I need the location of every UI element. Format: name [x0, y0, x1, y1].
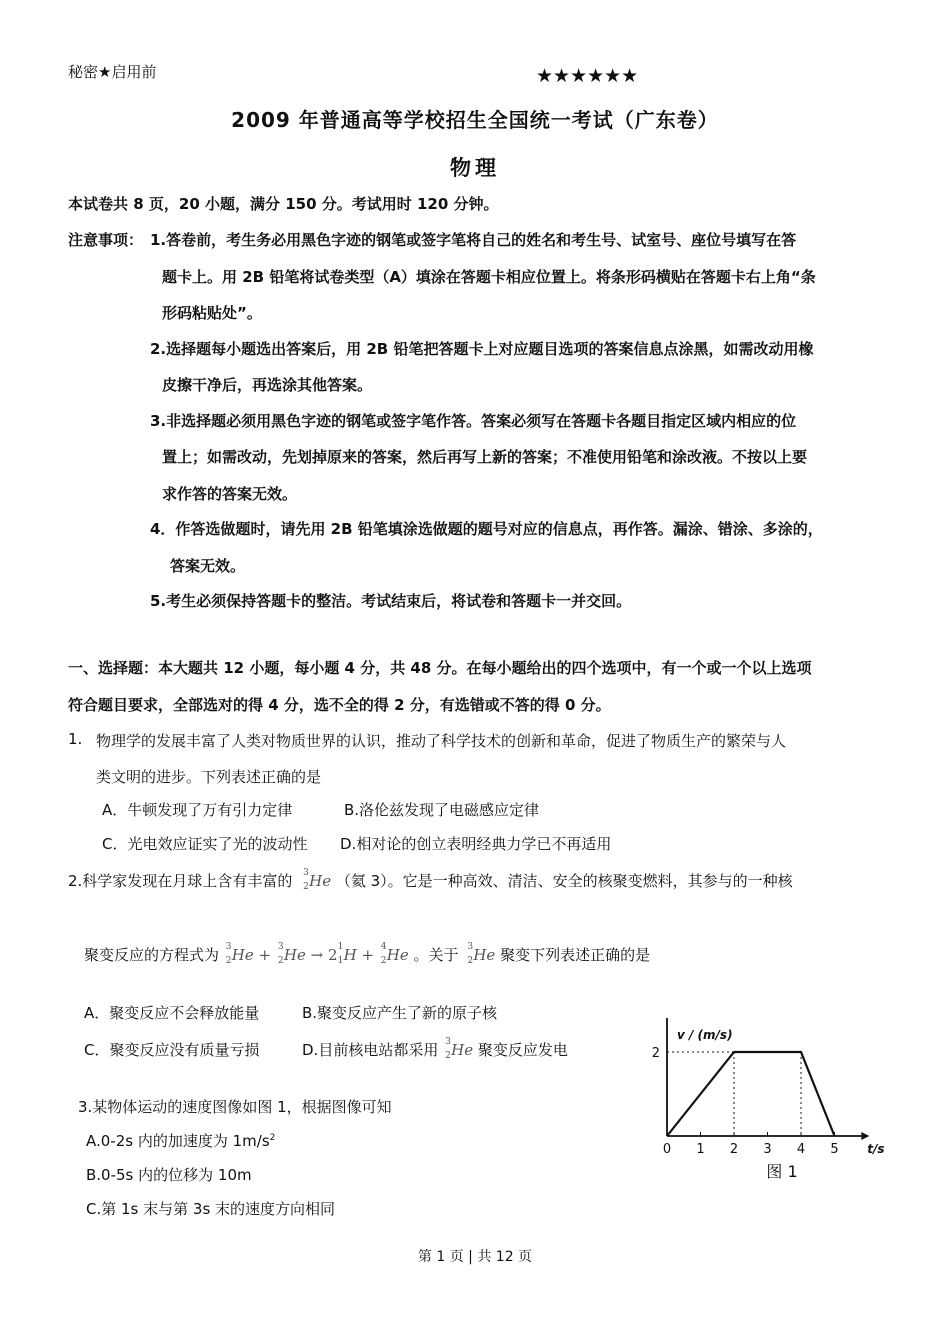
section-1-line-2: 符合题目要求，全部选对的得 4 分，选不全的得 2 分，有选错或不答的得 0 分。	[68, 696, 611, 714]
x-tick-label: 0	[662, 1142, 672, 1157]
note-2-line-1: 2.选择题每小题选出答案后，用 2B 铅笔把答题卡上对应题目选项的答案信息点涂黑，如需改动用橡	[150, 340, 814, 358]
q3-option-c: C.第 1s 末与第 3s 末的速度方向相同	[86, 1200, 336, 1218]
q3-option-b: B.0-5s 内的位移为 10m	[86, 1166, 252, 1184]
notes-label: 注意事项：	[68, 231, 144, 249]
section-1-line-1: 一、选择题：本大题共 12 小题，每小题 4 分，共 48 分。在每小题给出的四个选项中，有一个或一个以上选项	[68, 659, 812, 677]
q2-stem-line-2	[84, 944, 650, 965]
q1-stem-line-1: 物理学的发展丰富了人类对物质世界的认识，推动了科学技术的创新和革命，促进了物质生产的繁荣与人	[96, 732, 787, 750]
note-4-line-1: 4．作答选做题时，请先用 2B 铅笔填涂选做题的题号对应的信息点，再作答。漏涂、错涂、多涂的，	[150, 520, 823, 538]
note-3-line-3: 求作答的答案无效。	[162, 485, 298, 503]
y-axis-label: v / (m/s)	[677, 1028, 733, 1042]
x-axis-arrow	[861, 1132, 869, 1140]
q2-option-a: A．聚变反应不会释放能量	[84, 1004, 260, 1022]
q2-about-label: 。关于	[413, 946, 459, 964]
exam-title: 2009 年普通高等学校招生全国统一考试（广东卷）	[231, 108, 719, 132]
x-tick-label: 2	[729, 1142, 739, 1157]
q1-option-a: A．牛顿发现了万有引力定律	[102, 801, 293, 819]
x-tick-label: 5	[830, 1142, 839, 1157]
x-axis-label: t/s	[867, 1142, 885, 1156]
q2-stem-post: （氦 3）。它是一种高效、清洁、安全的核聚变燃料，其参与的一种核	[335, 872, 793, 890]
velocity-time-chart	[640, 1018, 920, 1193]
figure-caption: 图 1	[766, 1162, 798, 1181]
stars-mark: ★★★★★★	[536, 65, 639, 87]
q2-stem-pre: 2.科学家发现在月球上含有丰富的	[68, 872, 293, 890]
velocity-series-line	[667, 1052, 835, 1136]
note-1-line-3: 形码粘贴处”。	[162, 304, 262, 322]
note-4-line-2: 答案无效。	[170, 557, 246, 575]
note-3-line-1: 3.非选择题必须用黑色字迹的钢笔或签字笔作答。答案必须写在答题卡各题目指定区域内相应的位	[150, 412, 797, 430]
x-tick-label: 4	[796, 1142, 806, 1157]
q2-option-d: D.目前核电站都采用 3 2 He 聚变反应发电	[302, 1037, 568, 1061]
q2-option-b: B.聚变反应产生了新的原子核	[302, 1004, 498, 1022]
x-tick-label: 1	[696, 1142, 705, 1157]
q2-stem-end: 聚变下列表述正确的是	[500, 946, 651, 964]
q1-option-d: D.相对论的创立表明经典力学已不再适用	[340, 835, 612, 853]
he3-symbol: 3 2 He	[303, 868, 332, 892]
page-footer: 第 1 页 | 共 12 页	[417, 1249, 533, 1265]
subject-title: 物理	[450, 156, 500, 180]
q2-option-c: C．聚变反应没有质量亏损	[84, 1041, 260, 1059]
he3-symbol: 3 2 He	[467, 942, 496, 966]
q3-option-a: A.0-2s 内的加速度为 $1m/s^2$	[86, 1132, 276, 1150]
q1-number: 1.	[68, 730, 83, 748]
q2-equation-label: 聚变反应的方程式为	[84, 946, 220, 964]
fusion-equation: 3 2 He + 3 2 He → 2 1 1 H + 4 2 He	[225, 942, 409, 966]
q1-option-c: C．光电效应证实了光的波动性	[102, 835, 308, 853]
q1-option-b: B.洛伦兹发现了电磁感应定律	[344, 801, 540, 819]
q3-stem: 3.某物体运动的速度图像如图 1，根据图像可知	[78, 1098, 392, 1116]
note-1-line-1: 1.答卷前，考生务必用黑色字迹的钢笔或签字笔将自己的姓名和考生号、试室号、座位号填写在答	[150, 231, 797, 249]
note-3-line-2: 置上；如需改动，先划掉原来的答案，然后再写上新的答案；不准使用铅笔和涂改液。不按以上要	[162, 448, 808, 466]
q2-stem-line-1	[68, 870, 793, 891]
q1-stem-line-2: 类文明的进步。下列表述正确的是	[96, 768, 322, 786]
exam-intro: 本试卷共 8 页，20 小题，满分 150 分。考试用时 120 分钟。	[68, 195, 499, 213]
secret-label: 秘密★启用前	[68, 63, 157, 81]
x-tick-label: 3	[763, 1142, 772, 1157]
y-tick-label: 2	[651, 1046, 660, 1061]
note-5: 5.考生必须保持答题卡的整洁。考试结束后，将试卷和答题卡一并交回。	[150, 592, 632, 610]
note-1-line-2: 题卡上。用 2B 铅笔将试卷类型（A）填涂在答题卡相应位置上。将条形码横贴在答题卡右上角“条	[162, 268, 816, 286]
he3-symbol: 3 2 He	[445, 1037, 474, 1061]
note-2-line-2: 皮擦干净后，再选涂其他答案。	[162, 376, 373, 394]
